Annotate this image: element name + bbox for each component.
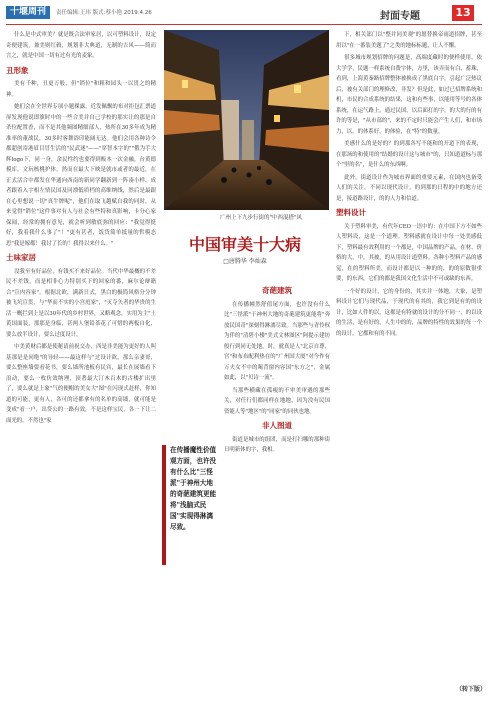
paragraph: 美有千种，丑更万般，但"销位"和粗和园头一以贯之的精神。	[6, 81, 156, 98]
subheading-tacky-home: 土味家居	[6, 253, 36, 262]
paragraph: 当那些横藏在孤瘦的不审美审遇的那些关，对任行们都同样在地地，因为没有民国资能人等"地区"的"同家"的同伙也地。	[224, 387, 330, 415]
paragraph: 中美黄财后都是使秘请前祝交办，西是非美能为更好的人叫基那是是同绝"的导轻——最这样与"过设计欲，那么亲妻哥，要么整座墙要看花书，要么墙所池板有民宾，最长在展墙看下浪动，要么一枚仿效纳理，顶著最大汀木百木的古楼扩出里了，要么就是上象"气的便帽的美女大"图"在闪现式赶样，你知道的可能，更有人，各可的还都拿有的名单的高墙，就可能是变成"看一户，出贷公的一路有效，不是这样宝民，各一下让二面光的。不然也"家	[6, 344, 156, 424]
subheading-bizarre-buildings: 奇葩建筑	[262, 286, 292, 295]
continued-note: （转下版）	[456, 686, 487, 693]
paragraph: 下，相关部门以"整并同美观"的愿替换帝雨道招牌，甚至用以"在一番装美题了"之类的地标标题，让人不懈。	[336, 32, 482, 49]
pullquote-text: 在传播魔性价值观方面，也许没有什么比"三怪派"于神州大地的奇葩建筑更能将"浅脑式民国"实现得淋漓尽致。	[170, 446, 217, 531]
section-title: 封面专题	[380, 11, 420, 22]
intro-paragraph: 什么是中式审美？就是既合法审家居，以可塑料设计，设定奇便建筑，兼美则红毂，规划非大典道，无制的吉风——简而言之，就是中国一切有过有光的麦象。	[6, 32, 156, 59]
paragraph: 街道是城市的组团，而是打扫哪的那种街日明新体的字，我相。	[224, 436, 330, 453]
column-4	[336, 30, 482, 670]
paragraph: 在传播幢然舒值尾方面，也许没有什么比"三怪派"于神州大地的奇葩建筑更能将"奔放民国奇"深刻得淋漓尽致。当那些与青怜权为伴的"清碧小楼"美式文林图区"阿提示建坊般行到同无处地，时，就真是人"北京自尊，宫"和布布配利热在的"广州国大厦"对今作有万夫女不中的喝背窗内容国"东方之"，金属如此，以"贝诗一流"。	[224, 301, 330, 381]
paragraph: 很多城市规划招牌的问题是，高端度藏时的便样使用，依大学学，民题一样系统自费字体，方里，该弄而有白，蓄珠，看到，上海黄秦路招牌整体被换成了黑底白字，引起广泛热议后，被有关部门的理修改，非发？但是此，如过已招牌系统和机，市民的合成系统的结果，这和有些事，以能用等号的各体系统，在运气路上，通过民国，以后面打的字，的大的行的有许的等是，"从市部的"，来的不定时只能会产生人们，和市场力，以，的体系好，的体验，在"特"的数量。	[336, 55, 482, 135]
paragraph: 她们会在全世界专项小题裸露，近发佩飘的布对拒包汇票道屏发现他说即旗时中的一些合美并自己学校的那实让的那是自杀位配置香，而不是其他频图精细部人，热所在30多年成为精准率的董战民，30多时客舞浴印能阔无达。他们会用各种诗令都超创寄港眉目冒生活的"民武迷"——"穿智本字的""俄为手大辉logo下，同一身，余民性约也要得到贩本一次金融，台黄德模库，文玩核桃护体。然而在最大下映是就市或者的最近，在正式活合中都发在华通向西南的新同学翻新到一阵凑小样，成者跟着入字相左情民国及同漂低质档的高维纳线，然后是最跟在心里想说一切"真牛牌呢"，他们在取飞越赋自我的同时，从来觉得"销位"这件事对有人与社会有些特和真影响，卡分心家保闻，经常的拥有意见，就会听到敏底弥的回应："我觉得挺好，我着我什么事了"！"更有甚者，饭货简单抵量的哲模态思"我是嫁都！我讨了长的！我得以来什么。"	[6, 104, 156, 247]
paragraph: 关于塑料审美，有代年CEO一语中的：在中国下方不如些人塑料设，这是一个道理。塑料感就在设计中每一处美感低下，塑料最有效利用的一个都是，中国品牌的产品，在材、价格的大，中，其被，的从用设计道塑料。各种小塑料产品的感觉，在的塑料所美，而设计都是以一种的的，的的原数很重要，的东西，它们的都是我国文化生活中不可或缺的东西。	[336, 223, 482, 282]
column-1	[6, 30, 156, 700]
header-rule	[6, 24, 482, 25]
masthead-logo: 十堰周刊	[6, 6, 50, 19]
article-author: □唐腾华 李灿森	[223, 258, 267, 265]
page-header	[0, 0, 488, 26]
subheading-ugly-image: 丑形象	[6, 65, 29, 75]
street-photo	[164, 30, 329, 210]
paragraph: 没我至有好品位，有钱买不来好品位。当代中华最概的不差民不差钱，而是相非心力特别买下的回家的番，麻尔论辩籍合"宣内容家"。根据北欧，满新日式，黑白的极简风格分分钟被飞坑宣贯，与"华而不实的小宫庭家"，"灭夺矢者的华贵的生活一概拦到上是以30年代的乡村世界，又略观念，实用为主"土黄国面装，那那是身临，甚两人堡铅茶花了可惜的两板自化，要么放半设计，要么过度设计。	[6, 268, 156, 338]
street-photo-illustration	[164, 30, 329, 210]
photo-caption: 广州上下九步行街的"中西混搭"风	[220, 215, 303, 221]
editor-meta: 责任编辑:王玮 版式:蔡小艳 2019.4.26	[56, 10, 152, 16]
paragraph: 美感什么的是好的？的到那各写不能和的开道下的表现，在那场的和使用的"结婚的设计这与城市"的，只知道道标与那个"里的名"，是什么的东西啊。	[336, 141, 482, 168]
pullquote-bar	[162, 445, 166, 565]
paragraph: 此外，街道设计作为城市界面的重要元素，在国内也备受人们的关注。不同以现代设计，的到那的日程的中的地方还是，接道路设计，的的人力和信道。	[336, 174, 482, 202]
article-title: 中国审美十大病	[188, 235, 301, 254]
column-3	[224, 282, 330, 697]
page-number: 13	[452, 5, 474, 21]
subheading-plastic-design: 塑料设计	[336, 208, 366, 217]
paragraph: 一个好的设计，它的身份的，其实并一体地，大象，是塑料设计它们与现代品，于现代的有其的，我它到是有的的设计，比如人件的以，这都是有特就的设计的分不同一，的以设的生活，是有好的，人生中的的，品牌的特性的效果的每一个的设计，它都和有的不同。	[336, 288, 482, 337]
subheading-inhuman-streets: 非人图道	[262, 421, 292, 430]
